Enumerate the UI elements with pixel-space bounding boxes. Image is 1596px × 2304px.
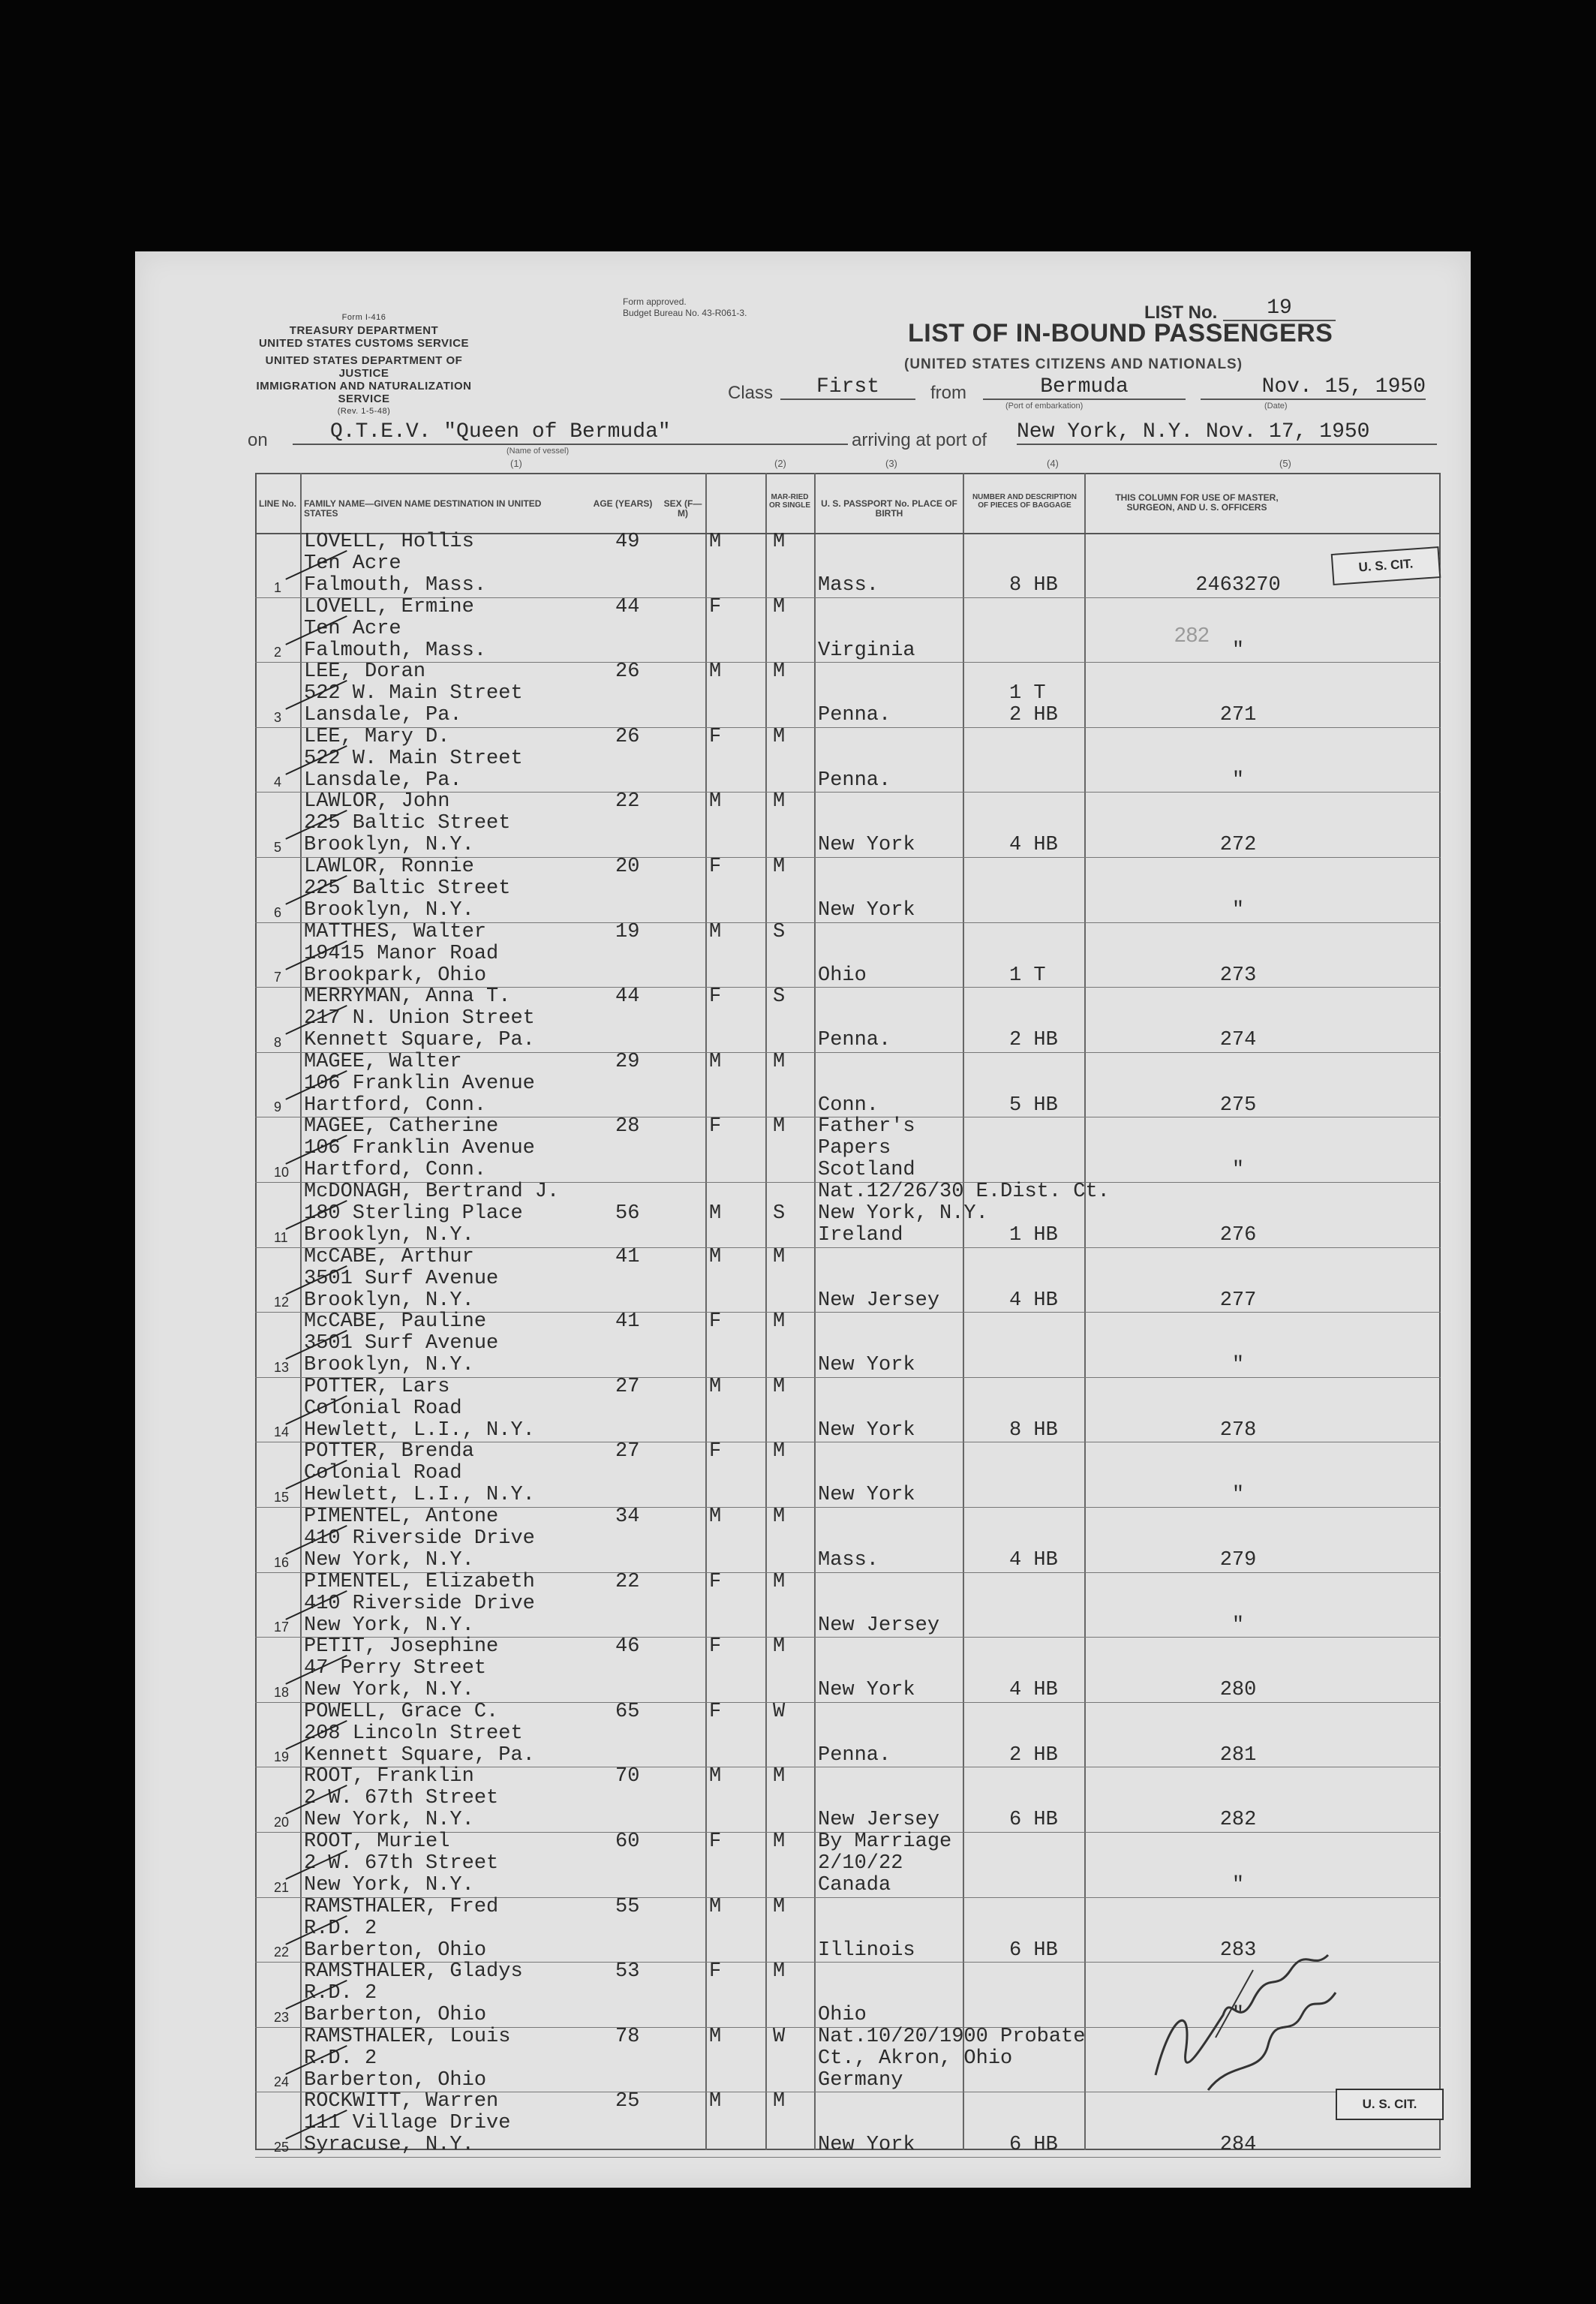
officer-use-cell: 272 [1219, 834, 1257, 857]
passenger-name-address: McDONAGH, Bertrand J. 180 Sterling Place Brooklyn, N.Y. [304, 1181, 560, 1247]
marital-status-cell: M [773, 1830, 786, 1853]
age-cell: 49 [615, 531, 640, 553]
col-head-passport: U. S. PASSPORT No. PLACE OF BIRTH [821, 498, 957, 519]
marital-status-cell: M [773, 595, 786, 618]
officer-use-cell: " [1231, 1484, 1245, 1507]
passenger-name-address: LEE, Doran 522 W. Main Street Lansdale, Pa. [304, 660, 523, 727]
sex-cell: M [709, 1895, 722, 1918]
marital-status-cell: M [773, 790, 786, 814]
arriving-label: arriving at port of [852, 430, 987, 450]
birthplace-cell: Illinois [818, 1939, 915, 1962]
table-row [255, 1700, 1441, 1768]
line-number: 6 [274, 904, 282, 920]
page-title: LIST OF IN-BOUND PASSENGERS [908, 319, 1333, 347]
passenger-name-address: MATTHES, Walter 19415 Manor Road Brookpark, Ohio [304, 920, 499, 987]
line-number: 1 [274, 579, 282, 595]
sex-cell: F [709, 1960, 722, 1984]
birthplace-cell: Mass. [818, 1549, 879, 1572]
age-cell: 20 [615, 856, 640, 878]
birthplace-cell: Penna. [818, 1743, 891, 1767]
birthplace-cell: Penna. [818, 769, 891, 792]
officer-use-cell: " [1231, 2004, 1245, 2027]
age-cell: 46 [615, 1635, 640, 1659]
marital-status-cell: M [773, 1440, 786, 1463]
col-head-baggage: NUMBER AND DESCRIPTION OF PIECES OF BAGGAGE [972, 493, 1078, 510]
marital-status-cell: W [773, 1700, 786, 1723]
age-cell: 29 [615, 1050, 640, 1073]
birthplace-cell: New Jersey [818, 1614, 940, 1637]
line-number: 10 [274, 1164, 290, 1180]
embarkation-caption: (Port of embarkation) [1005, 402, 1084, 411]
col-head-line-no: LINE No. [259, 498, 296, 509]
column-number: (4) [1047, 458, 1059, 469]
sex-cell: F [709, 1830, 722, 1853]
revision-date: (Rev. 1-5-48) [337, 407, 391, 416]
birthplace-cell: Penna. [818, 1029, 891, 1052]
birthplace-cell: New York [818, 1679, 915, 1702]
age-cell: 55 [615, 1895, 640, 1918]
marital-status-cell: S [773, 920, 786, 943]
table-row [255, 920, 1441, 988]
line-number: 23 [274, 2009, 290, 2025]
baggage-cell: 2 HB [1009, 1743, 1058, 1767]
marital-status-cell: M [773, 1115, 786, 1138]
marital-status-cell: M [773, 660, 786, 684]
from-label: from [930, 383, 966, 403]
birthplace-cell: Nat.12/26/30 E.Dist. Ct. New York, N.Y. Ireland [818, 1181, 1110, 1247]
table-row [255, 725, 1441, 793]
marital-status-cell: M [773, 1765, 786, 1788]
embarkation-port: Bermuda [983, 375, 1186, 400]
sex-cell: F [709, 985, 722, 1009]
birthplace-cell: Virginia [818, 639, 915, 662]
officer-use-cell: " [1231, 1354, 1245, 1377]
age-cell: 56 [615, 1202, 640, 1225]
birthplace-cell: New York [818, 2134, 915, 2157]
marital-status-cell: M [773, 2090, 786, 2113]
marital-status-cell: M [773, 1570, 786, 1593]
sex-cell: F [709, 1635, 722, 1659]
sex-cell: M [709, 790, 722, 814]
passenger-name-address: McCABE, Arthur 3501 Surf Avenue Brooklyn, N.Y. [304, 1245, 499, 1312]
line-number: 17 [274, 1620, 290, 1635]
col-head-officers: THIS COLUMN FOR USE OF MASTER, SURGEON, AND U. S. OFFICERS [1115, 492, 1279, 513]
passenger-name-address: POWELL, Grace C. 208 Lincoln Street Kennett Square, Pa. [304, 1700, 535, 1767]
baggage-cell: 1 HB [1009, 1224, 1058, 1247]
col-head-name: FAMILY NAME—GIVEN NAME DESTINATION IN UNITED STATES [304, 498, 542, 519]
line-number: 2 [274, 645, 282, 660]
passenger-name-address: MERRYMAN, Anna T. 217 N. Union Street Kennett Square, Pa. [304, 985, 535, 1052]
birthplace-cell: Ohio [818, 2004, 867, 2027]
line-number: 8 [274, 1034, 282, 1050]
col-head-age: AGE (YEARS) [593, 498, 653, 509]
officer-use-cell: 277 [1219, 1289, 1257, 1312]
line-number: 16 [274, 1554, 290, 1570]
age-cell: 22 [615, 1570, 640, 1593]
officer-use-cell: 278 [1219, 1418, 1257, 1442]
class-label: Class [728, 383, 774, 403]
marital-status-cell: M [773, 1635, 786, 1659]
sex-cell: F [709, 1115, 722, 1138]
table-row [255, 1117, 1441, 1183]
pencil-note: 282 [1174, 623, 1210, 646]
birthplace-cell: Father's Papers Scotland [818, 1115, 915, 1182]
sex-cell: F [709, 725, 722, 748]
table-row [255, 533, 1441, 598]
birthplace-cell: New York [818, 1484, 915, 1507]
passenger-name-address: LAWLOR, John 225 Baltic Street Brooklyn, N.Y. [304, 790, 511, 857]
embarkation-date-caption: (Date) [1264, 402, 1288, 411]
table-row [255, 1375, 1441, 1443]
officer-use-cell: 283 [1219, 1939, 1257, 1962]
passenger-name-address: ROOT, Franklin 2 W. 67th Street New York, N.Y. [304, 1765, 499, 1832]
line-number: 19 [274, 1749, 290, 1765]
marital-status-cell: M [773, 1375, 786, 1398]
table-row [255, 1442, 1441, 1508]
line-number: 3 [274, 709, 282, 725]
passenger-name-address: PIMENTEL, Antone 410 Riverside Drive New York, N.Y. [304, 1505, 535, 1572]
ins-service: IMMIGRATION AND NATURALIZATION SERVICE [256, 380, 472, 405]
line-number: 21 [274, 1879, 290, 1895]
form-number: Form I-416 [341, 313, 386, 322]
passenger-name-address: RAMSTHALER, Gladys R.D. 2 Barberton, Ohio [304, 1960, 523, 2027]
age-cell: 22 [615, 790, 640, 814]
sex-cell: M [709, 660, 722, 684]
marital-status-cell: M [773, 1245, 786, 1268]
age-cell: 41 [615, 1310, 640, 1334]
form-header-left [255, 311, 473, 418]
form-approved-text: Form approved. [623, 296, 687, 307]
line-number: 12 [274, 1295, 290, 1310]
baggage-cell: 5 HB [1009, 1093, 1058, 1117]
passenger-name-address: MAGEE, Catherine 106 Franklin Avenue Hartford, Conn. [304, 1115, 535, 1182]
marital-status-cell: M [773, 856, 786, 878]
line-number: 20 [274, 1814, 290, 1830]
marital-status-cell: W [773, 2025, 786, 2048]
baggage-cell: 4 HB [1009, 1289, 1058, 1312]
baggage-cell: 1 T [1009, 964, 1046, 987]
age-cell: 19 [615, 920, 640, 943]
officer-use-cell: " [1231, 769, 1245, 792]
table-row [255, 858, 1441, 923]
treasury-dept: TREASURY DEPARTMENT [289, 324, 439, 337]
age-cell: 28 [615, 1115, 640, 1138]
officer-use-cell: 284 [1219, 2134, 1257, 2157]
marital-status-cell: M [773, 1310, 786, 1334]
passenger-name-address: RAMSTHALER, Louis R.D. 2 Barberton, Ohio [304, 2025, 511, 2092]
officer-use-cell: " [1231, 1159, 1245, 1182]
marital-status-cell: M [773, 1895, 786, 1918]
vessel-name: Q.T.E.V. "Queen of Bermuda" [293, 420, 848, 445]
age-cell: 78 [615, 2025, 640, 2048]
sex-cell: M [709, 1050, 722, 1073]
baggage-cell: 4 HB [1009, 1549, 1058, 1572]
table-row [255, 1245, 1441, 1313]
us-citizen-stamp: U. S. CIT. [1331, 546, 1441, 585]
sex-cell: F [709, 1440, 722, 1463]
line-number: 11 [274, 1229, 288, 1245]
officer-use-cell: 280 [1219, 1679, 1257, 1702]
col-head-married: MAR-RIED OR SINGLE [769, 493, 811, 510]
officer-use-cell: 281 [1219, 1743, 1257, 1767]
table-row [255, 1310, 1441, 1378]
class-value: First [780, 375, 915, 400]
sex-cell: M [709, 1765, 722, 1788]
passenger-name-address: MAGEE, Walter 106 Franklin Avenue Hartford, Conn. [304, 1050, 535, 1117]
table-row [255, 660, 1441, 728]
sex-cell: M [709, 2090, 722, 2113]
table-row [255, 1767, 1441, 1833]
birthplace-cell: Mass. [818, 574, 879, 597]
sex-cell: F [709, 595, 722, 618]
form-approved-note [623, 296, 747, 319]
page-subtitle: (UNITED STATES CITIZENS AND NATIONALS) [904, 356, 1243, 372]
table-row [255, 790, 1441, 858]
officer-use-cell: " [1231, 899, 1245, 922]
table-row [255, 985, 1441, 1053]
birthplace-cell: New York [818, 1354, 915, 1377]
justice-dept: UNITED STATES DEPARTMENT OF JUSTICE [265, 354, 463, 380]
age-cell: 26 [615, 660, 640, 684]
sex-cell: F [709, 1310, 722, 1334]
passenger-name-address: POTTER, Lars Colonial Road Hewlett, L.I., N.Y. [304, 1375, 535, 1442]
line-number: 4 [274, 775, 282, 790]
line-number: 15 [274, 1489, 290, 1505]
table-row [255, 1635, 1441, 1703]
table-row [255, 595, 1441, 663]
officer-use-cell: 275 [1219, 1093, 1257, 1117]
sex-cell: M [709, 2025, 722, 2048]
vessel-caption: (Name of vessel) [506, 447, 570, 456]
column-number: (2) [774, 458, 786, 469]
budget-bureau-text: Budget Bureau No. 43-R061-3. [623, 308, 747, 318]
birthplace-cell: Penna. [818, 704, 891, 727]
sex-cell: M [709, 1202, 722, 1225]
birthplace-cell: By Marriage 2/10/22 Canada [818, 1830, 952, 1896]
line-number: 25 [274, 2139, 290, 2155]
baggage-cell: 8 HB [1009, 1418, 1058, 1442]
customs-service: UNITED STATES CUSTOMS SERVICE [258, 337, 470, 350]
officer-use-cell: 282 [1219, 1809, 1257, 1832]
officer-use-cell: " [1231, 1614, 1245, 1637]
passenger-name-address: LEE, Mary D. 522 W. Main Street Lansdale, Pa. [304, 725, 523, 792]
officer-use-cell: 271 [1219, 704, 1257, 727]
marital-status-cell: M [773, 1960, 786, 1984]
age-cell: 25 [615, 2090, 640, 2113]
passenger-name-address: PIMENTEL, Elizabeth 410 Riverside Drive New York, N.Y. [304, 1570, 535, 1637]
baggage-cell: 8 HB [1009, 574, 1058, 597]
birthplace-cell: New York [818, 1418, 915, 1442]
age-cell: 65 [615, 1700, 640, 1723]
table-row [255, 1183, 1441, 1248]
line-number: 18 [274, 1684, 290, 1700]
sex-cell: M [709, 920, 722, 943]
passenger-name-address: POTTER, Brenda Colonial Road Hewlett, L.I., N.Y. [304, 1440, 535, 1507]
baggage-cell: 6 HB [1009, 1809, 1058, 1832]
age-cell: 34 [615, 1505, 640, 1528]
baggage-cell: 2 HB [1009, 1029, 1058, 1052]
list-number-label: LIST No. [1144, 302, 1218, 323]
us-citizen-stamp: U. S. CIT. [1336, 2089, 1444, 2120]
marital-status-cell: M [773, 531, 786, 553]
birthplace-cell: New Jersey [818, 1289, 940, 1312]
birthplace-cell: Ohio [818, 964, 867, 987]
baggage-cell: 4 HB [1009, 1679, 1058, 1702]
passenger-name-address: PETIT, Josephine 47 Perry Street New York, N.Y. [304, 1635, 499, 1702]
sex-cell: M [709, 1505, 722, 1528]
sex-cell: M [709, 1375, 722, 1398]
marital-status-cell: M [773, 1050, 786, 1073]
passenger-name-address: LOVELL, Hollis Ten Acre Falmouth, Mass. [304, 531, 487, 597]
passenger-name-address: RAMSTHALER, Fred R.D. 2 Barberton, Ohio [304, 1895, 499, 1962]
arrival-port-date: New York, N.Y. Nov. 17, 1950 [1017, 420, 1437, 445]
marital-status-cell: M [773, 725, 786, 748]
passenger-name-address: LAWLOR, Ronnie 225 Baltic Street Brooklyn, N.Y. [304, 856, 511, 922]
table-row [255, 1505, 1441, 1573]
manifest-page [135, 251, 1471, 2188]
passenger-name-address: McCABE, Pauline 3501 Surf Avenue Brooklyn, N.Y. [304, 1310, 499, 1377]
embarkation-date: Nov. 15, 1950 [1201, 375, 1426, 400]
officer-use-cell: 2463270 [1195, 574, 1281, 597]
marital-status-cell: S [773, 985, 786, 1009]
officer-use-cell: " [1231, 1874, 1245, 1896]
table-row [255, 1830, 1441, 1898]
birthplace-cell: New York [818, 899, 915, 922]
officer-use-cell: 274 [1219, 1029, 1257, 1052]
marital-status-cell: S [773, 1202, 786, 1225]
baggage-cell: 6 HB [1009, 2134, 1058, 2157]
sex-cell: F [709, 1570, 722, 1593]
passenger-name-address: LOVELL, Ermine Ten Acre Falmouth, Mass. [304, 595, 487, 662]
list-number: 19 [1223, 296, 1336, 321]
age-cell: 70 [615, 1765, 640, 1788]
age-cell: 44 [615, 985, 640, 1009]
age-cell: 44 [615, 595, 640, 618]
line-number: 24 [274, 2074, 290, 2090]
marital-status-cell: M [773, 1505, 786, 1528]
birthplace-cell: New Jersey [818, 1809, 940, 1832]
passenger-name-address: ROCKWITT, Warren 111 Village Drive Syracuse, N.Y. [304, 2090, 511, 2157]
age-cell: 53 [615, 1960, 640, 1984]
officer-use-cell: 276 [1219, 1224, 1257, 1247]
line-number: 13 [274, 1359, 290, 1375]
handwritten-signature [1141, 1925, 1366, 2113]
age-cell: 41 [615, 1245, 640, 1268]
baggage-cell: 6 HB [1009, 1939, 1058, 1962]
line-number: 22 [274, 1945, 290, 1960]
birthplace-cell: Nat.10/20/1900 Probate Ct., Akron, Ohio Germany [818, 2025, 1086, 2092]
age-cell: 60 [615, 1830, 640, 1853]
line-number: 14 [274, 1424, 290, 1440]
passenger-name-address: ROOT, Muriel 2 W. 67th Street New York, N.Y. [304, 1830, 499, 1896]
column-number: (3) [885, 458, 897, 469]
col-head-sex: SEX (F—M) [663, 498, 702, 519]
line-number: 9 [274, 1099, 282, 1115]
line-number: 5 [274, 839, 282, 855]
on-label: on [248, 430, 268, 450]
table-row [255, 1050, 1441, 1118]
column-number: (5) [1279, 458, 1291, 469]
sex-cell: F [709, 1700, 722, 1723]
officer-use-cell: " [1231, 639, 1245, 662]
sex-cell: F [709, 856, 722, 878]
age-cell: 26 [615, 725, 640, 748]
sex-cell: M [709, 1245, 722, 1268]
birthplace-cell: New York [818, 834, 915, 857]
line-number: 7 [274, 970, 282, 985]
officer-use-cell: 273 [1219, 964, 1257, 987]
baggage-cell: 1 T 2 HB [1009, 682, 1058, 727]
birthplace-cell: Conn. [818, 1093, 879, 1117]
sex-cell: M [709, 531, 722, 553]
officer-use-cell: 279 [1219, 1549, 1257, 1572]
baggage-cell: 4 HB [1009, 834, 1058, 857]
age-cell: 27 [615, 1440, 640, 1463]
table-row [255, 1570, 1441, 1638]
column-number: (1) [510, 458, 522, 469]
age-cell: 27 [615, 1375, 640, 1398]
